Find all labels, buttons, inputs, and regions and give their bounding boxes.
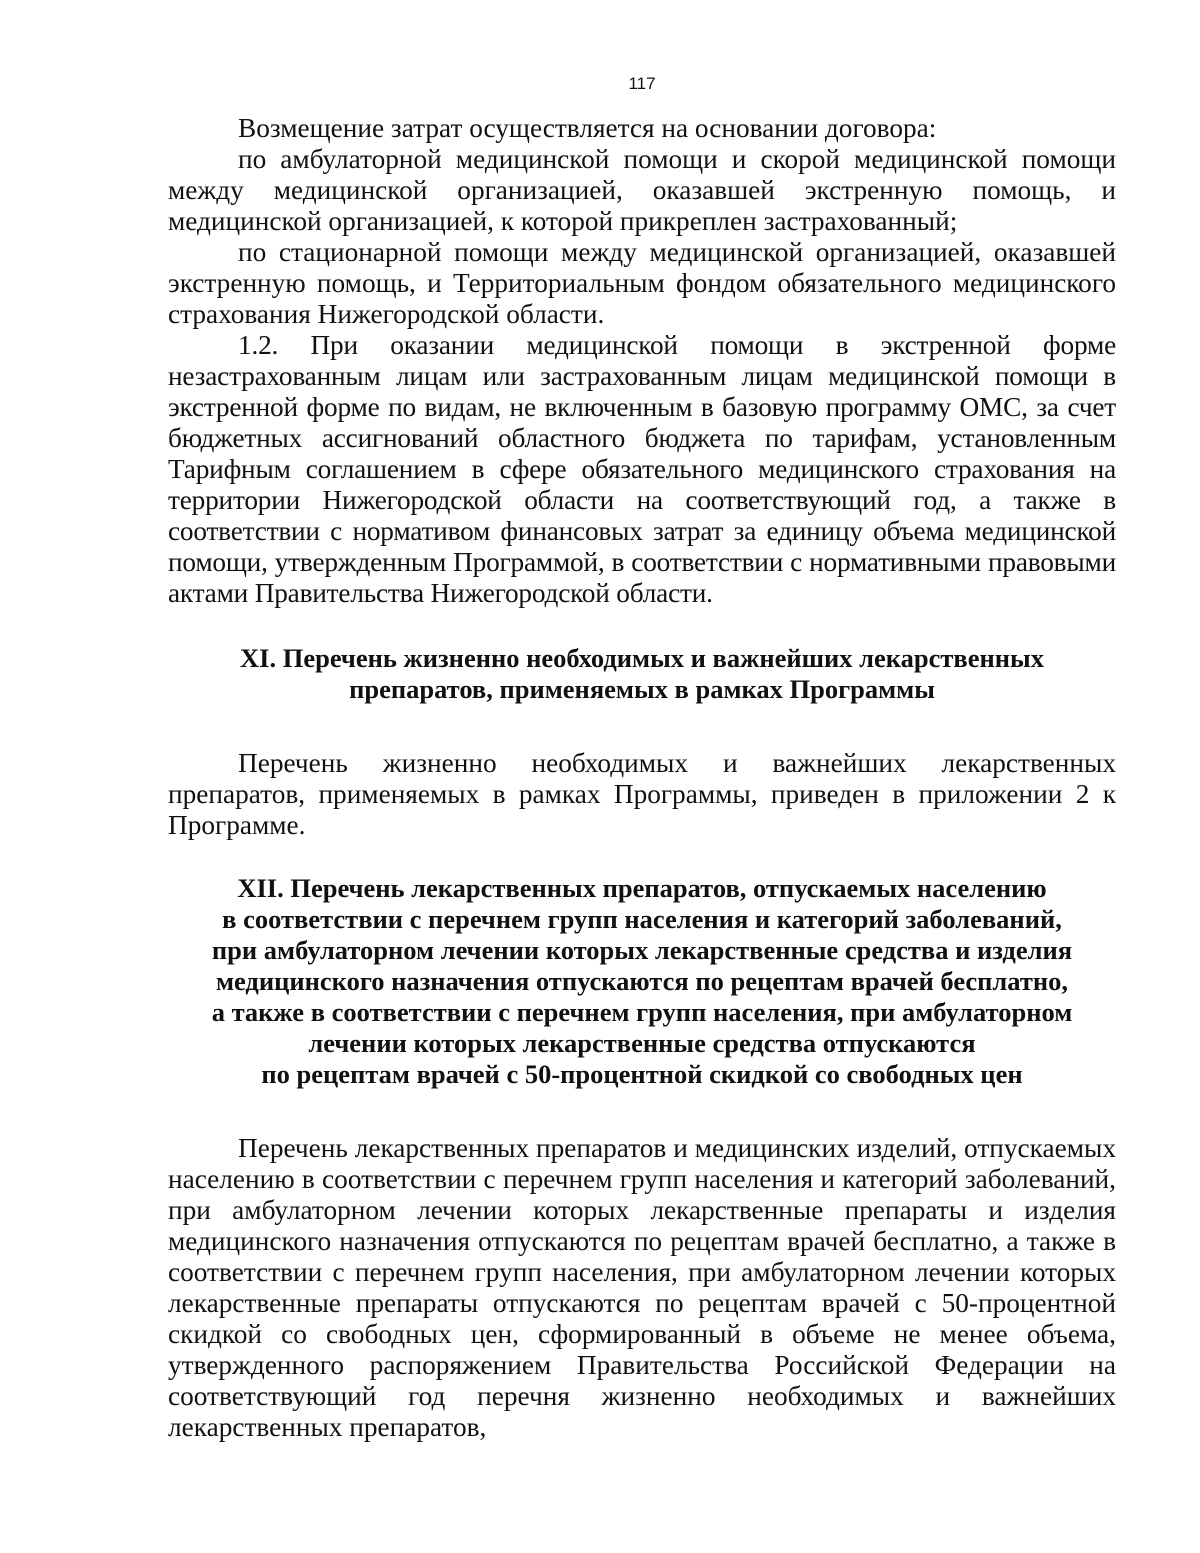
paragraph-item-1-2: 1.2. При оказании медицинской помощи в экстренной форме незастрахованным лицам или застрахованным лицам медицинской помощи в экстренной форме по видам, не включенным в базовую программу ОМС, за счет бюджетных ассигнований областного бюджета по тарифам, установленным Тарифным соглашением в сфере обязательного медицинского страхования на территории Нижегородской области на соответствующий год, а также в соответствии с нормативом финансовых затрат за единицу объема медицинской помощи, утвержденным Программой, в соответствии с нормативными правовыми актами Правительства Нижегородской области. xyxy=(168,330,1116,608)
page-number: 117 xyxy=(628,74,656,93)
section-xii-heading-line: в соответствии с перечнем групп населения и категорий заболеваний, xyxy=(222,904,1062,934)
section-xii-heading-line: при амбулаторном лечении которых лекарственные средства и изделия xyxy=(211,935,1073,965)
paragraph-reimbursement-intro: Возмещение затрат осуществляется на основании договора: xyxy=(238,113,937,143)
document-body xyxy=(168,113,1116,1443)
section-xi-heading-line: препаратов, применяемых в рамках Программы xyxy=(349,674,935,704)
section-xii-heading-line: XII. Перечень лекарственных препаратов, отпускаемых населению xyxy=(237,873,1047,903)
section-xii-heading-line: по рецептам врачей с 50-процентной скидкой со свободных цен xyxy=(261,1059,1023,1089)
paragraph-inpatient-reimbursement: по стационарной помощи между медицинской организацией, оказавшей экстренную помощь, и Территориальным фондом обязательного медицинского страхования Нижегородской области. xyxy=(168,237,1116,329)
section-xii-heading-line: лечении которых лекарственные средства отпускаются xyxy=(308,1028,976,1058)
paragraph-ambulatory-reimbursement: по амбулаторной медицинской помощи и скорой медицинской помощи между медицинской организацией, оказавшей экстренную помощь, и медицинской организацией, к которой прикреплен застрахованный; xyxy=(168,144,1116,236)
section-xi-heading xyxy=(168,643,1116,705)
section-xi-heading-line: XI. Перечень жизненно необходимых и важнейших лекарственных xyxy=(240,643,1044,673)
section-xii-heading-line: а также в соответствии с перечнем групп населения, при амбулаторном xyxy=(211,997,1073,1027)
section-xii-heading-line: медицинского назначения отпускаются по рецептам врачей бесплатно, xyxy=(215,966,1069,996)
section-xi-paragraph: Перечень жизненно необходимых и важнейших лекарственных препаратов, применяемых в рамках Программы, приведен в приложении 2 к Программе. xyxy=(168,748,1116,840)
section-xii-heading xyxy=(168,873,1116,1090)
section-xii-paragraph: Перечень лекарственных препаратов и медицинских изделий, отпускаемых населению в соответствии с перечнем групп населения и категорий заболеваний, при амбулаторном лечении которых лекарственные препараты и изделия медицинского назначения отпускаются по рецептам врачей бесплатно, а также в соответствии с перечнем групп населения, при амбулаторном лечении которых лекарственные препараты отпускаются по рецептам врачей с 50-процентной скидкой со свободных цен, сформированный в объеме не менее объема, утвержденного распоряжением Правительства Российской Федерации на соответствующий год перечня жизненно необходимых и важнейших лекарственных препаратов, xyxy=(168,1133,1116,1442)
